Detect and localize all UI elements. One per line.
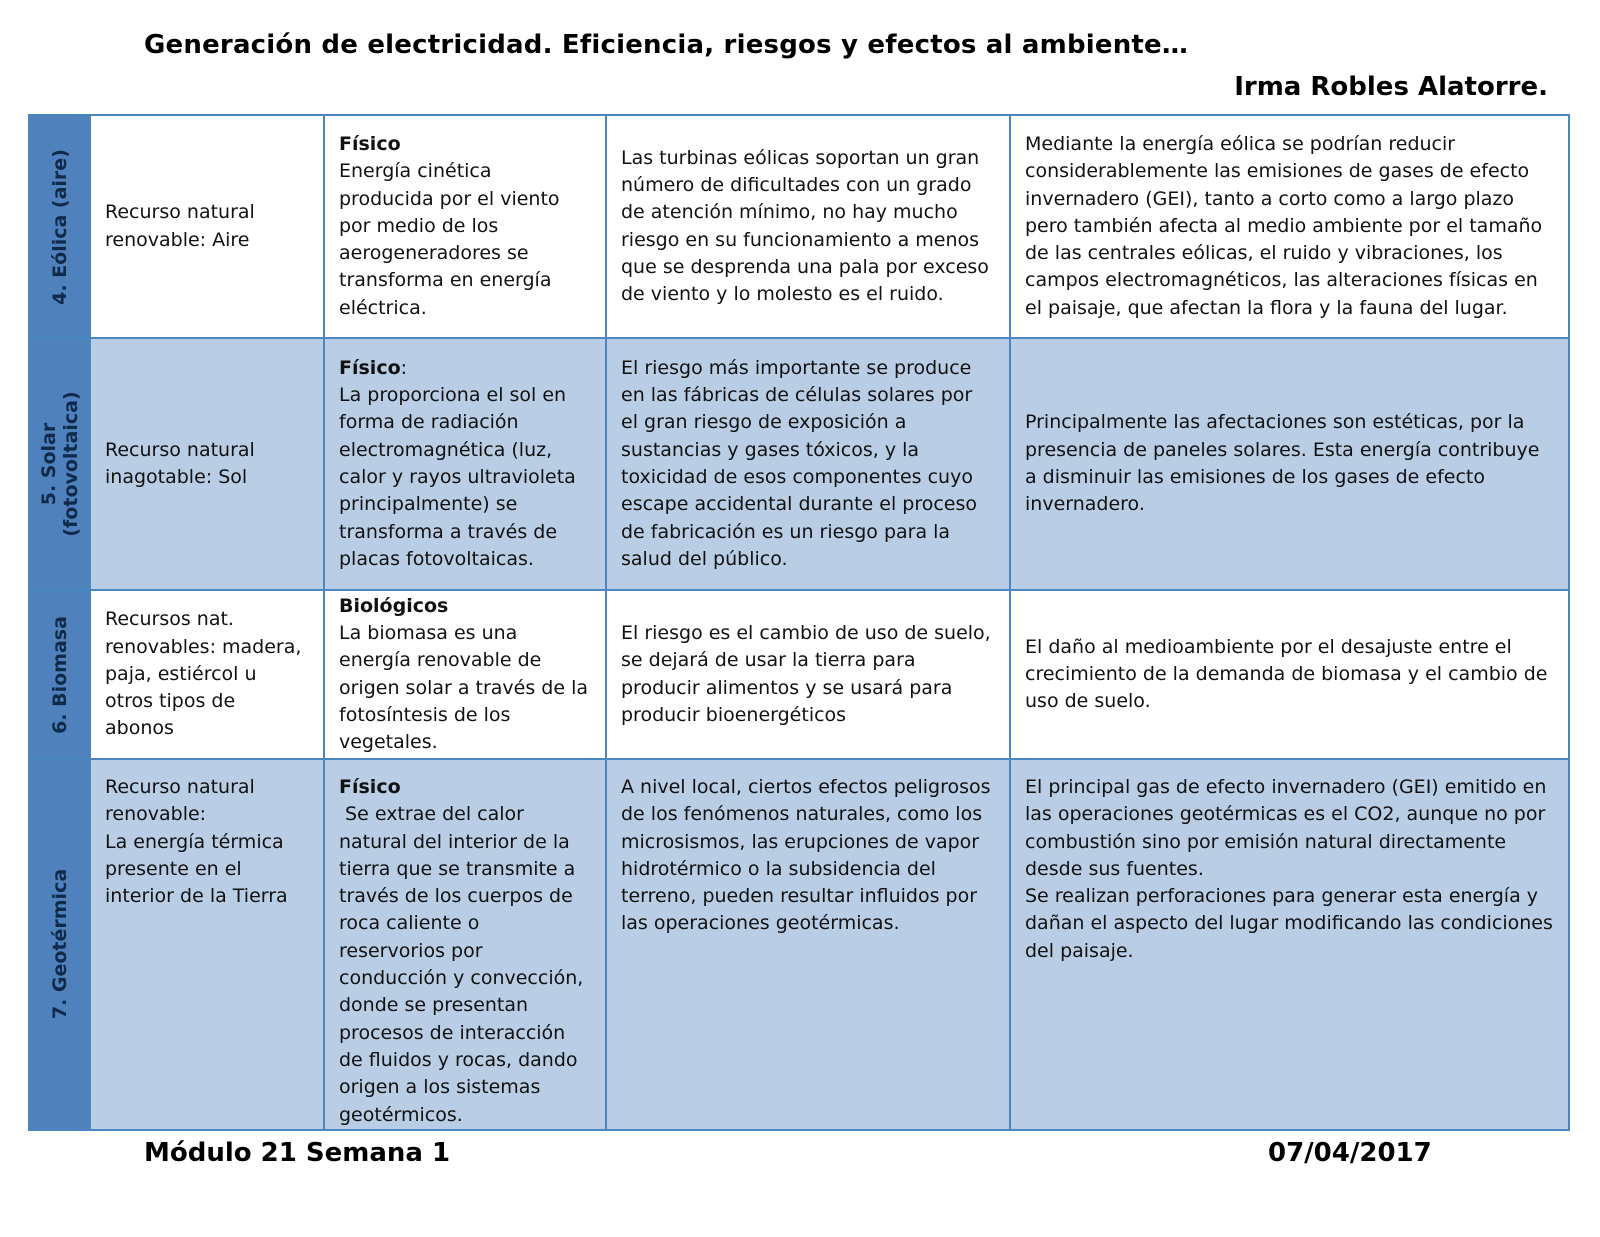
effects-cell: Mediante la energía eólica se podrían reducir considerablemente las emisiones de gases de efecto invernadero (GEI), tanto a corto como a largo plazo pero también afecta al medio ambiente por el tamaño de las centrales eólicas, el ruido y vibraciones, los campos electromagnéticos, las alteraciones físicas en el paisaje, que afectan la flora y la fauna del lugar. bbox=[1010, 115, 1569, 338]
row-label: 6. Biomasa bbox=[48, 615, 71, 734]
type-text: Se extrae del calor natural del interior de la tierra que se transmite a través de los cuerpos de roca caliente o reservorios por conducción y convección, donde se presentan procesos de interacción de fluidos y rocas, dando origen a los sistemas geotérmicos. bbox=[339, 803, 590, 1126]
row-label: 4. Eólica (aire) bbox=[48, 148, 71, 305]
type-cell bbox=[324, 759, 606, 1130]
risk-cell: A nivel local, ciertos efectos peligrosos de los fenómenos naturales, como los microsismos, las erupciones de vapor hidrotérmico o la subsidencia del terreno, pueden resultar influidos por las operaciones geotérmicas. bbox=[606, 759, 1010, 1130]
type-heading: Físico bbox=[339, 776, 401, 798]
footer-module: Módulo 21 Semana 1 bbox=[144, 1138, 451, 1168]
type-text: La proporciona el sol en forma de radiación electromagnética (luz, calor y rayos ultravioleta principalmente) se transforma a través de placas fotovoltaicas. bbox=[339, 384, 576, 570]
row-label-cell bbox=[29, 590, 90, 759]
row-label: 5. Solar (fotovoltaica) bbox=[37, 391, 82, 537]
document-title: Generación de electricidad. Eficiencia, riesgos y efectos al ambiente… bbox=[144, 30, 1189, 60]
footer-date: 07/04/2017 bbox=[1268, 1138, 1432, 1168]
type-text: La biomasa es una energía renovable de origen solar a través de la fotosíntesis de los vegetales. bbox=[339, 621, 589, 754]
resource-cell: Recursos nat. renovables: madera, paja, estiércol u otros tipos de abonos bbox=[90, 590, 324, 759]
resource-cell: Recurso natural renovable: Aire bbox=[90, 115, 324, 338]
type-heading: Biológicos bbox=[339, 594, 449, 617]
type-text: Energía cinética producida por el viento por medio de los aerogeneradores se transforma en energía eléctrica. bbox=[339, 160, 560, 319]
author-name: Irma Robles Alatorre. bbox=[1234, 72, 1548, 102]
risk-cell: Las turbinas eólicas soportan un gran número de dificultades con un grado de atención mínimo, no hay mucho riesgo en su funcionamiento a menos que se desprenda una pala por exceso de viento y lo molesto es el ruido. bbox=[606, 115, 1010, 338]
type-cell bbox=[324, 115, 606, 338]
table-row-geotermica bbox=[29, 759, 1569, 1130]
type-cell bbox=[324, 590, 606, 759]
risk-cell: El riesgo es el cambio de uso de suelo, se dejará de usar la tierra para producir alimentos y se usará para producir bioenergéticos bbox=[606, 590, 1010, 759]
table-row-solar bbox=[29, 338, 1569, 590]
energy-table bbox=[28, 114, 1570, 1131]
resource-cell: Recurso natural renovable: La energía térmica presente en el interior de la Tierra bbox=[90, 759, 324, 1130]
row-label-cell bbox=[29, 115, 90, 338]
effects-cell: El principal gas de efecto invernadero (GEI) emitido en las operaciones geotérmicas es el CO2, aunque no por combustión sino por emisión natural directamente desde sus fuentes. Se realizan perforaciones para generar esta energía y dañan el aspecto del lugar modificando las condiciones del paisaje. bbox=[1010, 759, 1569, 1130]
resource-cell: Recurso natural inagotable: Sol bbox=[90, 338, 324, 590]
energy-table-container bbox=[28, 114, 1568, 1131]
type-heading: Físico bbox=[339, 132, 401, 155]
row-label: 7. Geotérmica bbox=[48, 869, 71, 1020]
effects-cell: Principalmente las afectaciones son estéticas, por la presencia de paneles solares. Esta energía contribuye a disminuir las emisiones de los gases de efecto invernadero. bbox=[1010, 338, 1569, 590]
table-row-eolica bbox=[29, 115, 1569, 338]
type-cell bbox=[324, 338, 606, 590]
row-label-cell bbox=[29, 759, 90, 1130]
table-row-biomasa bbox=[29, 590, 1569, 759]
row-label-cell bbox=[29, 338, 90, 590]
effects-cell: El daño al medioambiente por el desajuste entre el crecimiento de la demanda de biomasa y el cambio de uso de suelo. bbox=[1010, 590, 1569, 759]
risk-cell: El riesgo más importante se produce en las fábricas de células solares por el gran riesgo de exposición a sustancias y gases tóxicos, y la toxicidad de esos componentes cuyo escape accidental durante el proceso de fabricación es un riesgo para la salud del público. bbox=[606, 338, 1010, 590]
type-heading: Físico: bbox=[339, 356, 408, 379]
